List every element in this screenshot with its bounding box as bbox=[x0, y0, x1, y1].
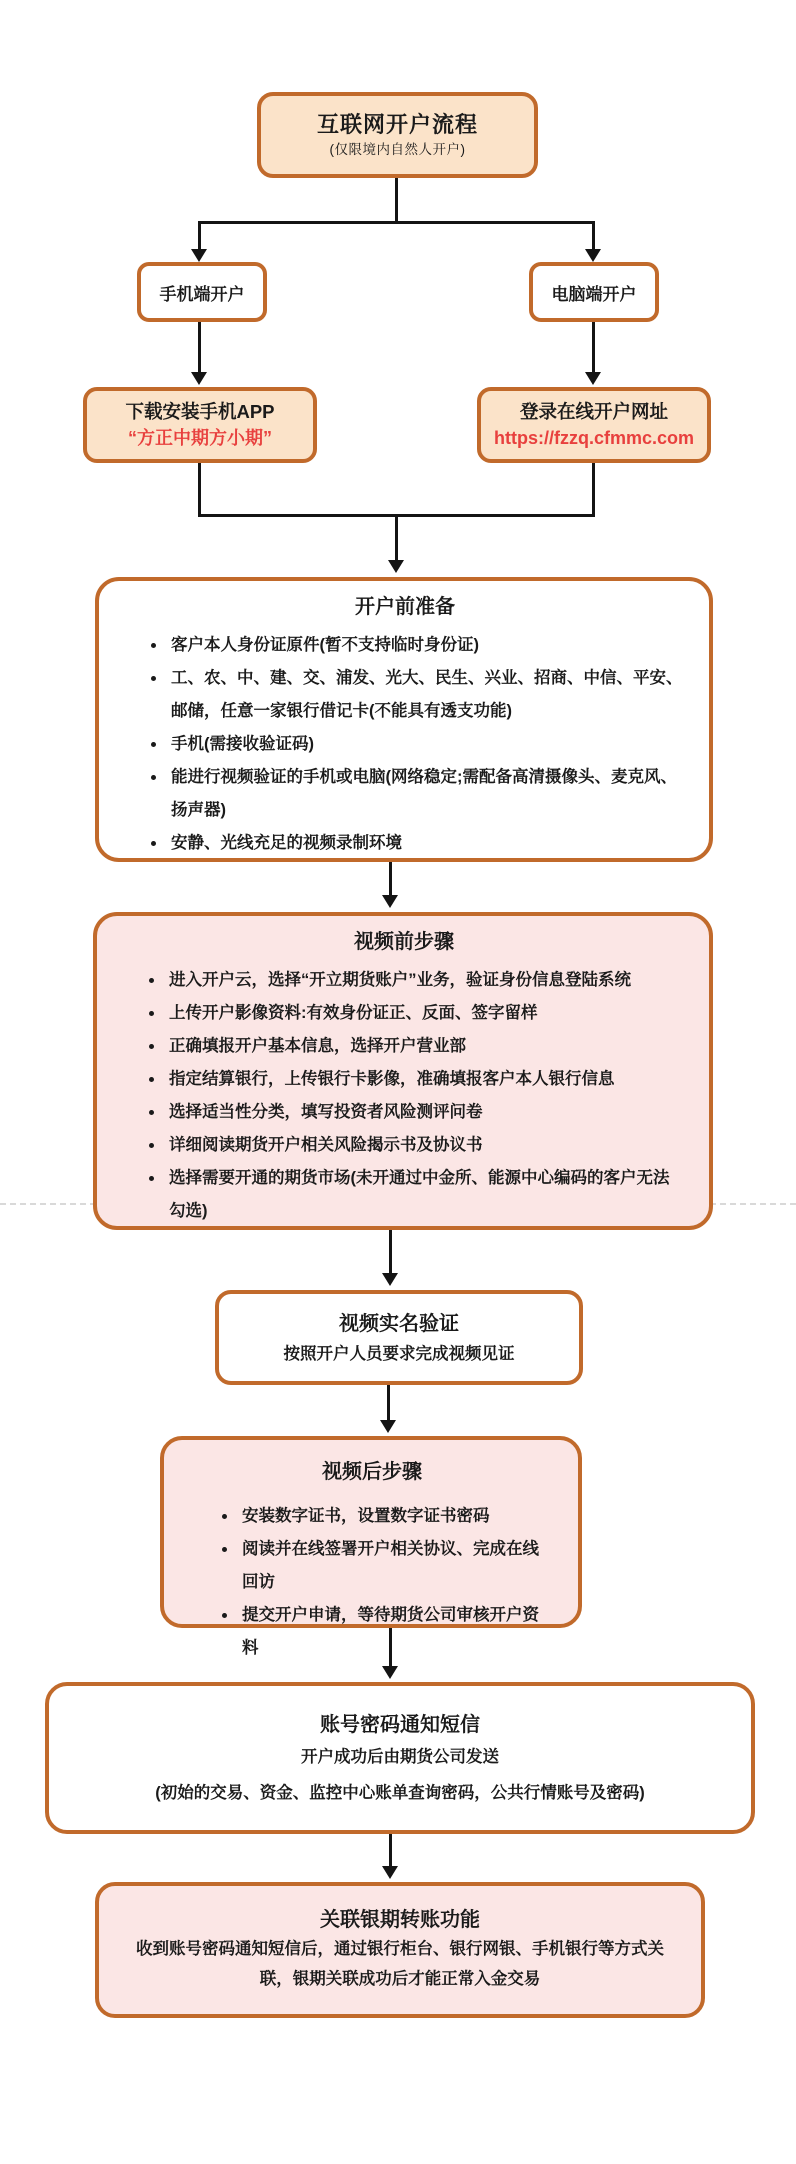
bank-link-body: 收到账号密码通知短信后，通过银行柜台、银行网银、手机银行等方式关联，银期关联成功后才能正常入金交易 bbox=[136, 1940, 664, 1988]
app-download-label: 下载安装手机APP bbox=[125, 401, 275, 422]
flow-title: 互联网开户流程 bbox=[316, 112, 478, 137]
list-item: • 手机(需接收验证码) bbox=[167, 728, 685, 761]
video-verify-subtitle: 按照开户人员要求完成视频见证 bbox=[283, 1344, 515, 1363]
sms-line2: (初始的交易、资金、监控中心账单查询密码，公共行情账号及密码) bbox=[155, 1784, 645, 1802]
title-box bbox=[257, 92, 538, 178]
connector-line bbox=[592, 461, 595, 517]
post-video-box bbox=[160, 1436, 582, 1657]
arrow-down-icon bbox=[382, 1866, 398, 1879]
arrow-down-icon bbox=[191, 249, 207, 262]
arrow-down-icon bbox=[191, 372, 207, 385]
connector-line bbox=[198, 221, 201, 251]
connector-line bbox=[389, 1833, 392, 1868]
list-item: • 安装数字证书，设置数字证书密码 bbox=[238, 1500, 554, 1533]
prep-list bbox=[125, 629, 685, 860]
mobile-branch-box bbox=[137, 262, 267, 322]
list-item: • 工、农、中、建、交、浦发、光大、民生、兴业、招商、中信、平安、邮储，任意一家银行借记卡(不能具有透支功能) bbox=[167, 662, 685, 728]
list-item: • 能进行视频验证的手机或电脑(网络稳定;需配备高清摄像头、麦克风、扬声器) bbox=[167, 761, 685, 827]
list-item: • 安静、光线充足的视频录制环境 bbox=[167, 827, 685, 860]
arrow-down-icon bbox=[380, 1420, 396, 1433]
prep-box bbox=[95, 577, 713, 862]
prep-title: 开户前准备 bbox=[355, 596, 455, 618]
connector-line bbox=[389, 1229, 392, 1275]
list-item: • 阅读并在线签署开户相关协议、完成在线回访 bbox=[238, 1533, 554, 1599]
connector-line bbox=[592, 322, 595, 374]
pre-video-title: 视频前步骤 bbox=[354, 931, 454, 953]
pc-branch-label: 电脑端开户 bbox=[551, 284, 637, 304]
connector-line bbox=[198, 461, 201, 517]
arrow-down-icon bbox=[382, 895, 398, 908]
list-item: • 进入开户云，选择“开立期货账户”业务，验证身份信息登陆系统 bbox=[165, 964, 685, 997]
connector-line bbox=[198, 322, 201, 374]
pre-video-list bbox=[123, 964, 685, 1228]
app-name-text: “方正中期方小期” bbox=[128, 428, 272, 448]
arrow-down-icon bbox=[388, 560, 404, 573]
sms-box bbox=[45, 1682, 755, 1834]
list-item: • 客户本人身份证原件(暂不支持临时身份证) bbox=[167, 629, 685, 662]
web-login-box bbox=[477, 387, 711, 463]
sms-line1: 开户成功后由期货公司发送 bbox=[301, 1748, 499, 1766]
web-login-label: 登录在线开户网址 bbox=[519, 401, 668, 422]
connector-line bbox=[389, 861, 392, 897]
list-item: • 指定结算银行，上传银行卡影像，准确填报客户本人银行信息 bbox=[165, 1063, 685, 1096]
connector-line bbox=[198, 221, 595, 224]
arrow-down-icon bbox=[382, 1273, 398, 1286]
list-item: • 正确填报开户基本信息，选择开户营业部 bbox=[165, 1030, 685, 1063]
video-verify-box bbox=[215, 1290, 583, 1385]
sms-title: 账号密码通知短信 bbox=[320, 1714, 480, 1736]
connector-line bbox=[592, 221, 595, 251]
list-item: • 选择适当性分类，填写投资者风险测评问卷 bbox=[165, 1096, 685, 1129]
list-item: • 提交开户申请，等待期货公司审核开户资料 bbox=[238, 1599, 554, 1665]
list-item: • 上传开户影像资料:有效身份证正、反面、签字留样 bbox=[165, 997, 685, 1030]
connector-line bbox=[395, 514, 398, 562]
connector-line bbox=[387, 1384, 390, 1422]
app-download-box bbox=[83, 387, 317, 463]
flow-subtitle: (仅限境内自然人开户) bbox=[329, 142, 466, 157]
arrow-down-icon bbox=[382, 1666, 398, 1679]
connector-line bbox=[395, 178, 398, 222]
arrow-down-icon bbox=[585, 249, 601, 262]
mobile-branch-label: 手机端开户 bbox=[159, 284, 245, 304]
bank-link-title: 关联银期转账功能 bbox=[320, 1909, 480, 1931]
post-video-list bbox=[190, 1500, 554, 1665]
web-login-url: https://fzzq.cfmmc.com bbox=[493, 428, 694, 448]
list-item: • 详细阅读期货开户相关风险揭示书及协议书 bbox=[165, 1129, 685, 1162]
post-video-title: 视频后步骤 bbox=[322, 1461, 422, 1483]
arrow-down-icon bbox=[585, 372, 601, 385]
pre-video-box bbox=[93, 912, 713, 1230]
bank-link-box bbox=[95, 1882, 705, 2018]
list-item: • 选择需要开通的期货市场(未开通过中金所、能源中心编码的客户无法勾选) bbox=[165, 1162, 685, 1228]
pc-branch-box bbox=[529, 262, 659, 322]
video-verify-title: 视频实名验证 bbox=[339, 1312, 459, 1335]
